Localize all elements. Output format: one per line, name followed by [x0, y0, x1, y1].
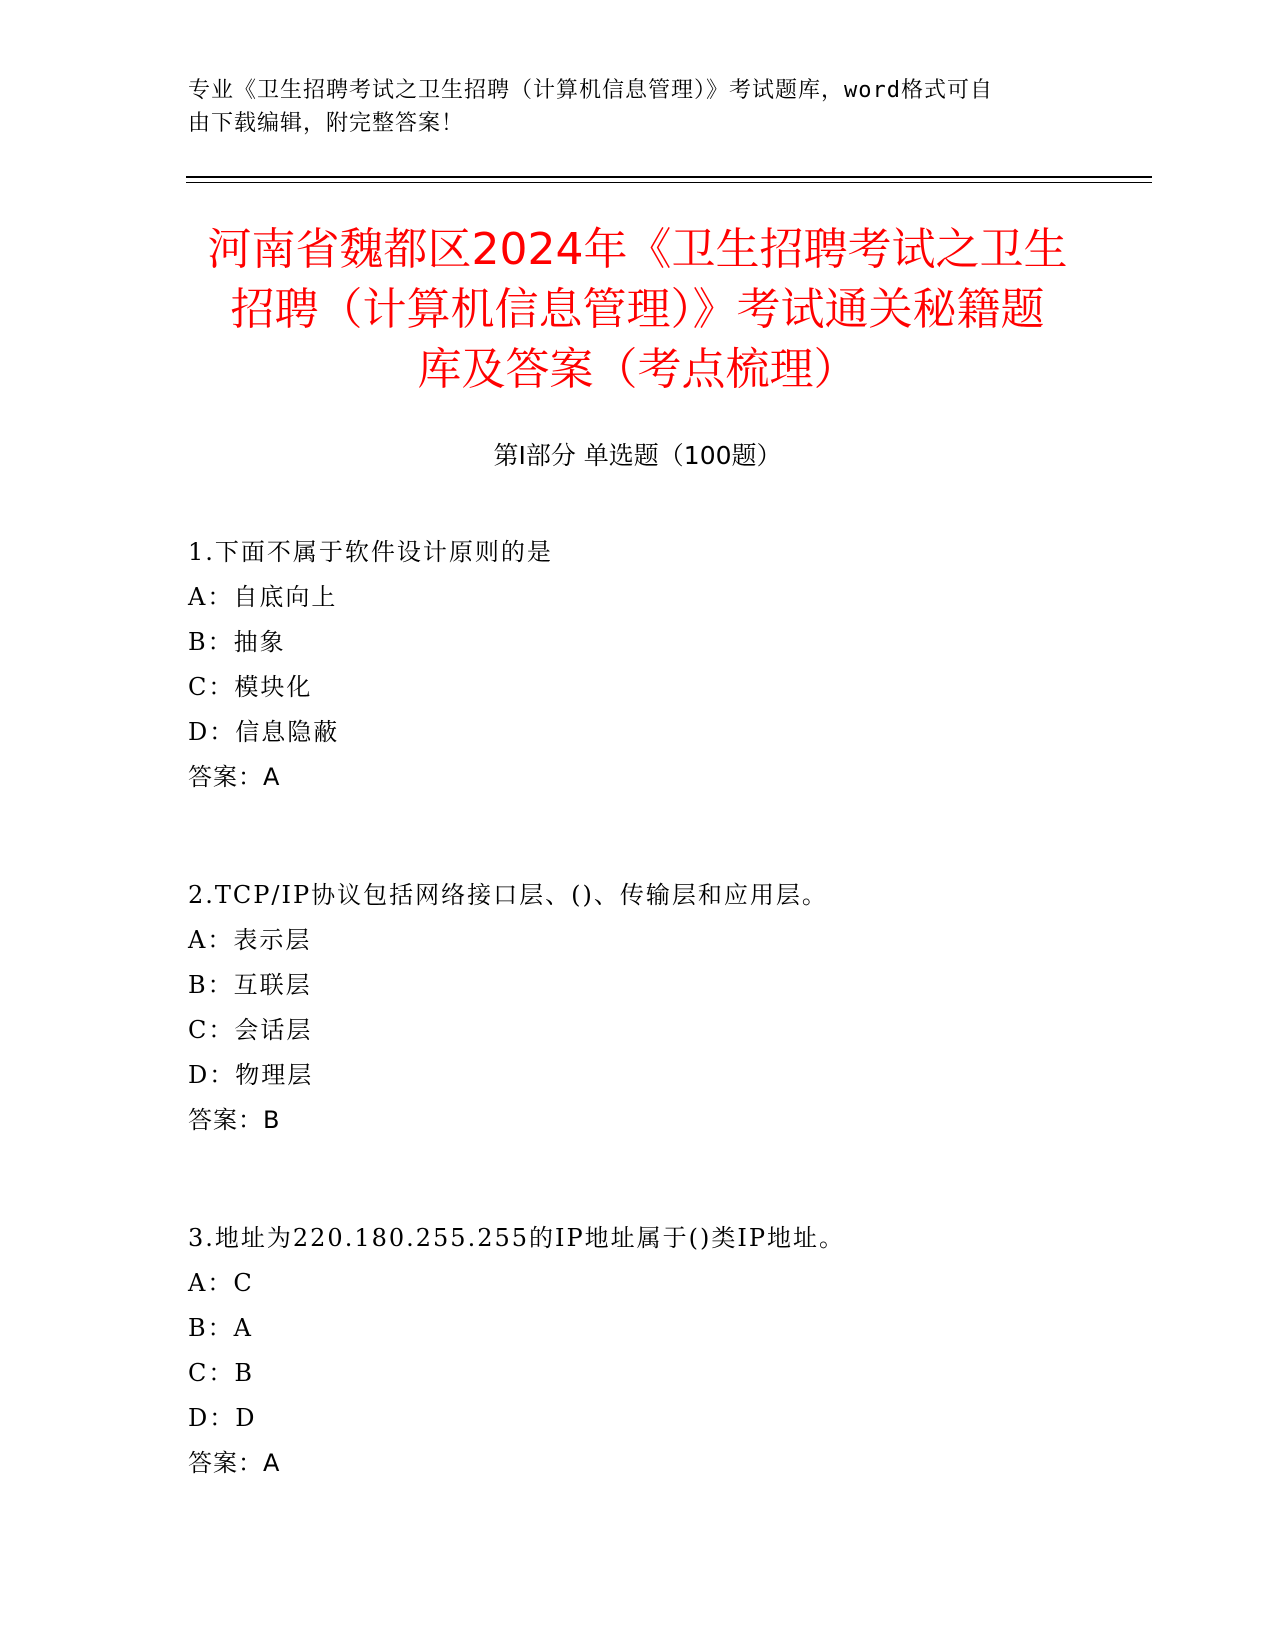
document-title-line-2: 招聘（计算机信息管理）》考试通关秘籍题 [230, 284, 1045, 335]
option-c: C：会话层 [188, 1016, 313, 1044]
question-stem: 1.下面不属于软件设计原则的是 [188, 538, 553, 566]
option-d: D：物理层 [188, 1061, 314, 1089]
document-title [150, 220, 1125, 400]
answer: 答案：B [188, 1106, 281, 1134]
option-c: C：模块化 [188, 673, 313, 701]
question-list [188, 530, 1088, 1486]
question-2 [188, 873, 1088, 1143]
document-title-line-1: 河南省魏都区2024年《卫生招聘考试之卫生 [207, 224, 1068, 275]
header-divider-thin [186, 182, 1152, 183]
option-a: A：表示层 [188, 926, 312, 954]
header-note-line-2: 由下载编辑，附完整答案！ [188, 111, 465, 136]
option-c: C：B [188, 1359, 254, 1387]
header-divider-thick [186, 176, 1152, 178]
section-heading: 第I部分 单选题（100题） [493, 441, 782, 470]
option-a: A：C [188, 1269, 254, 1297]
question-1 [188, 530, 1088, 800]
question-spacer [188, 800, 1088, 873]
option-b: B：互联层 [188, 971, 312, 999]
question-3 [188, 1216, 1088, 1486]
option-d: D：信息隐蔽 [188, 718, 340, 746]
document-title-line-3: 库及答案（考点梳理） [417, 344, 858, 395]
question-stem: 2.TCP/IP协议包括网络接口层、()、传输层和应用层。 [188, 881, 828, 909]
answer: 答案：A [188, 1449, 281, 1477]
question-stem: 3.地址为220.180.255.255的IP地址属于()类IP地址。 [188, 1224, 846, 1252]
answer: 答案：A [188, 763, 281, 791]
option-b: B：A [188, 1314, 253, 1342]
option-a: A：自底向上 [188, 583, 338, 611]
header-note-line-1: 专业《卫生招聘考试之卫生招聘（计算机信息管理）》考试题库，word格式可自 [188, 78, 993, 103]
option-b: B：抽象 [188, 628, 286, 656]
header-note [188, 74, 1068, 140]
question-spacer [188, 1143, 1088, 1216]
option-d: D：D [188, 1404, 257, 1432]
